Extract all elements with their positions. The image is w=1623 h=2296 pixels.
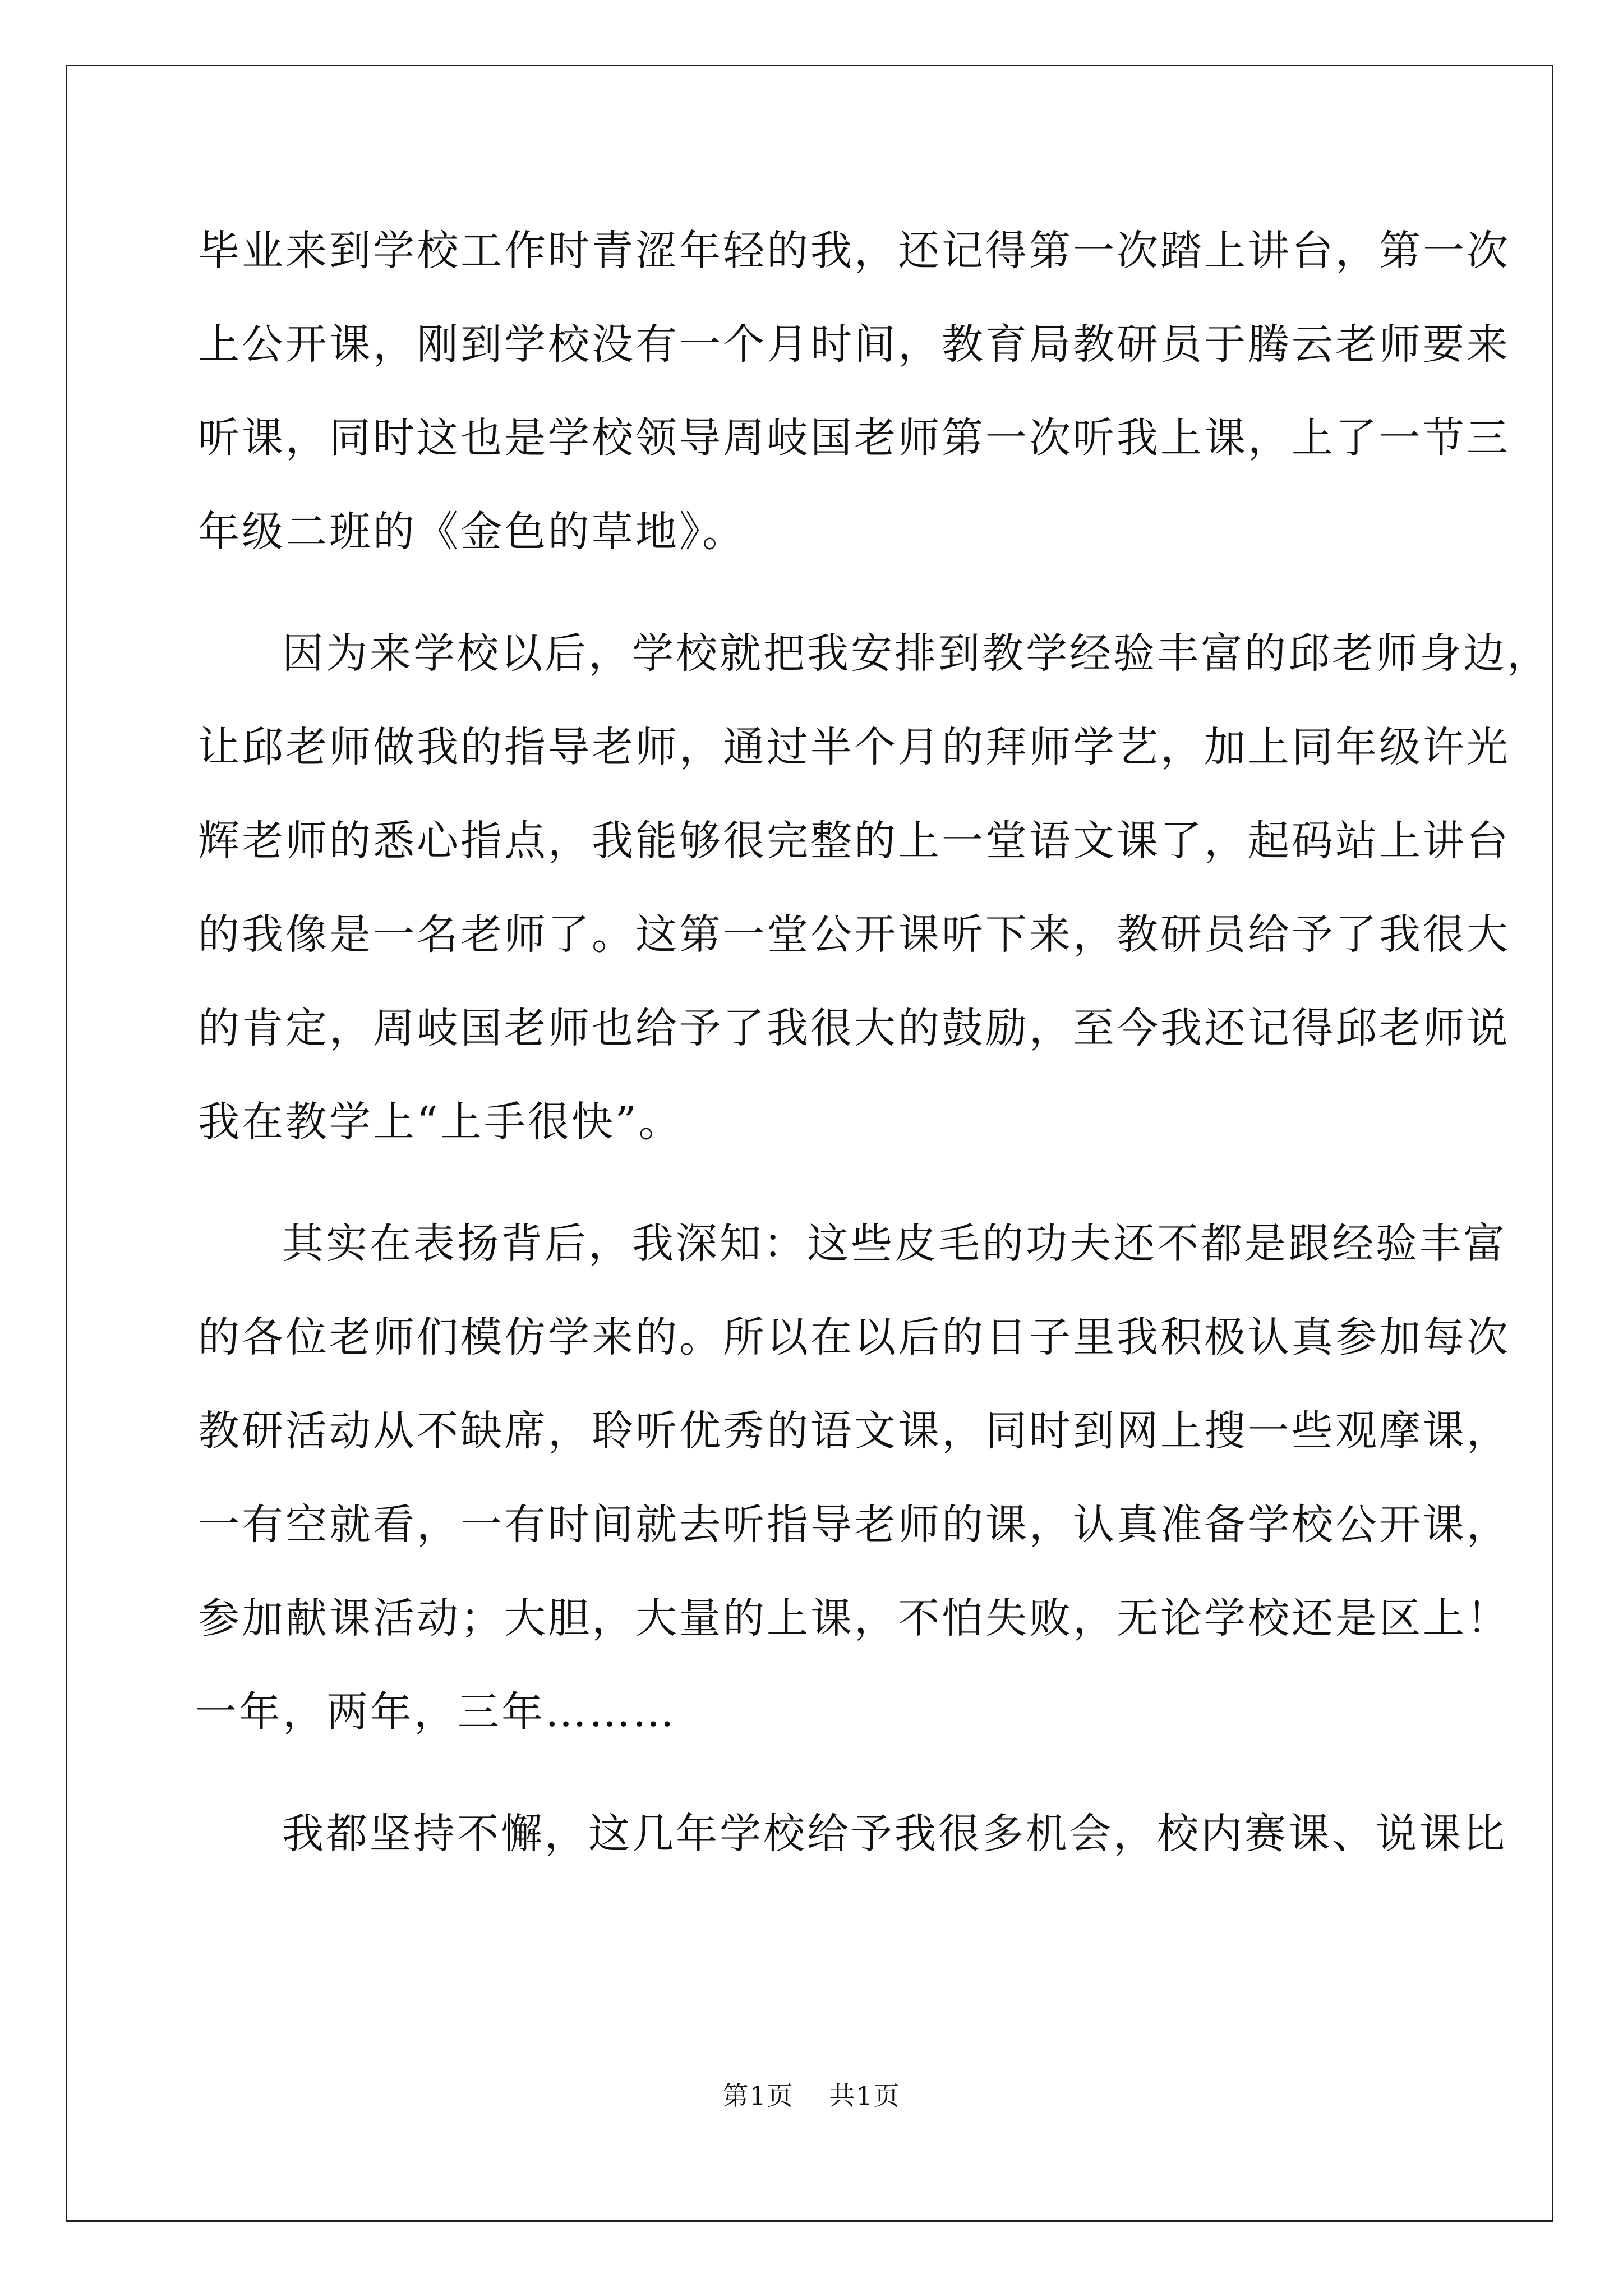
paragraph-2-line-3: 辉老师的悉心指点，我能够很完整的上一堂语文课了，起码站上讲台	[198, 817, 1510, 865]
paragraph-3-line-5: 参加献课活动；大胆，大量的上课，不怕失败，无论学校还是区上！	[198, 1594, 1510, 1642]
paragraph-4-line-1: 我都坚持不懈，这几年学校给予我很多机会，校内赛课、说课比	[282, 1810, 1507, 1858]
paragraph-2-line-6: 我在教学上“上手很快”。	[198, 1098, 683, 1146]
paragraph-2-line-4: 的我像是一名老师了。这第一堂公开课听下来，教研员给予了我很大	[198, 910, 1510, 959]
paragraph-gap	[198, 579, 1421, 607]
paragraph-1-line-3: 听课，同时这也是学校领导周岐国老师第一次听我上课，上了一节三	[198, 414, 1510, 462]
paragraph-2-line-2: 让邱老师做我的指导老师，通过半个月的拜师学艺，加上同年级许光	[198, 723, 1510, 771]
paragraph-1-line-4: 年级二班的《金色的草地》。	[198, 508, 746, 556]
document-body	[195, 204, 1551, 1881]
paragraph-3-line-3: 教研活动从不缺席，聆听优秀的语文课，同时到网上搜一些观摩课，	[198, 1407, 1510, 1455]
page-number-label: 第1页	[722, 2081, 794, 2111]
paragraph-3-line-2: 的各位老师们模仿学来的。所以在以后的日子里我积极认真参加每次	[198, 1313, 1510, 1361]
paragraph-1-line-2: 上公开课，刚到学校没有一个月时间，教育局教研员于腾云老师要来	[198, 320, 1510, 369]
paragraph-1-line-1: 毕业来到学校工作时青涩年轻的我，还记得第一次踏上讲台，第一次	[198, 227, 1510, 275]
paragraph-2-line-1: 因为来学校以后，学校就把我安排到教学经验丰富的邱老师身边，	[282, 629, 1551, 678]
paragraph-gap	[198, 1759, 1421, 1787]
paragraph-3-line-4: 一有空就看，一有时间就去听指导老师的课，认真准备学校公开课，	[198, 1501, 1510, 1549]
paragraph-gap	[198, 1169, 1421, 1197]
paragraph-3-line-1: 其实在表扬背后，我深知：这些皮毛的功夫还不都是跟经验丰富	[282, 1220, 1507, 1268]
paragraph-3-line-6: 一年，两年，三年………	[195, 1688, 676, 1736]
total-pages-label: 共1页	[829, 2081, 901, 2111]
paragraph-2-line-5: 的肯定，周岐国老师也给予了我很大的鼓励，至今我还记得邱老师说	[198, 1004, 1510, 1052]
page-footer	[0, 2076, 1623, 2113]
